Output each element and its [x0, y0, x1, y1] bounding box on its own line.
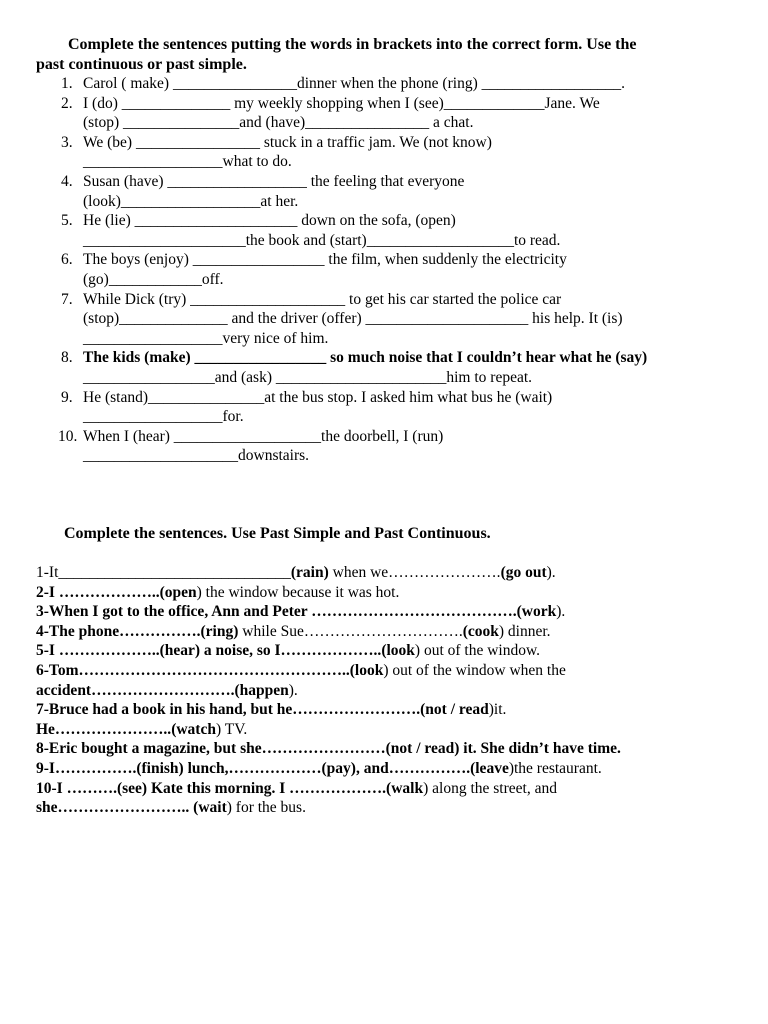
text-segment: 1-It______________________________	[36, 564, 291, 581]
exercise-line: _____________________the book and (start)___________________to read.	[83, 231, 561, 249]
bold-segment: (hear)	[159, 642, 201, 660]
bold-segment: (look	[381, 642, 415, 660]
exercise-line	[36, 661, 566, 681]
bold-segment: (wait	[193, 799, 227, 817]
section2-heading: Complete the sentences. Use Past Simple and Past Continuous.	[64, 525, 491, 542]
exercise-line: I (do) ______________ my weekly shopping when I (see)_____________Jane. We	[83, 94, 600, 112]
exercise-line: __________________for.	[83, 408, 244, 426]
item-number: 8.	[61, 349, 73, 367]
text-segment: ) for the bus.	[226, 799, 306, 817]
exercise-line: (stop) _______________and (have)________________ a chat.	[83, 114, 474, 132]
exercise-line: While Dick (try) ____________________ to get his car started the police car	[83, 290, 562, 308]
bold-segment: (rain)	[290, 564, 329, 581]
exercise-line: __________________what to do.	[83, 153, 292, 171]
bold-segment: 3-When I got to the office, Ann and Peter ………………………………….	[36, 603, 517, 621]
bold-segment: (see)	[116, 779, 148, 797]
bold-segment: 4-The phone…………….	[36, 622, 201, 640]
bold-segment: (open	[159, 583, 197, 601]
item-number: 6.	[61, 251, 73, 269]
exercise-line	[36, 779, 557, 799]
exercise-line: He (stand)_______________at the bus stop. I asked him what bus he (wait)	[83, 388, 553, 406]
text-segment: ) dinner.	[498, 622, 551, 640]
exercise-line: (stop)______________ and the driver (offer) _____________________ his help. It (is)	[83, 310, 623, 328]
bold-segment: (cook	[462, 622, 499, 640]
text-segment: ).	[546, 564, 556, 581]
item-number: 9.	[61, 388, 73, 406]
bold-segment: 10-I ……….	[36, 779, 117, 797]
text-segment: while Sue………………………….	[238, 622, 463, 640]
exercise-line: The boys (enjoy) _________________ the film, when suddenly the electricity	[83, 251, 567, 269]
item-number: 5.	[61, 212, 73, 230]
bold-segment: 7-Bruce had a book in his hand, but he…………………….	[36, 701, 421, 719]
bold-segment: a noise, so I………………..	[200, 642, 382, 660]
exercise-line	[36, 622, 551, 642]
exercise-line	[36, 739, 621, 759]
exercise-line	[36, 720, 247, 740]
bold-segment: accident……………………….	[36, 681, 235, 699]
bold-segment: (leave	[470, 760, 509, 777]
exercise-line	[36, 700, 506, 720]
exercise-line	[36, 602, 565, 622]
text-segment: ) out of the window when the	[383, 662, 566, 679]
text-segment: ).	[556, 603, 566, 621]
exercise-line: (go)____________off.	[83, 271, 224, 288]
text-segment: ).	[288, 681, 298, 699]
text-segment: )the restaurant.	[508, 760, 602, 777]
bold-segment: , and…………….	[355, 760, 471, 777]
bold-segment: (finish)	[136, 760, 184, 777]
bold-segment: (walk	[386, 779, 424, 797]
section1-heading-line1: Complete the sentences putting the words in brackets into the correct form. Use the	[68, 36, 637, 53]
text-segment: ) out of the window.	[414, 642, 541, 660]
text-segment: )it.	[488, 701, 507, 719]
bold-segment: 9-I…………….	[36, 760, 137, 777]
exercise-line: He (lie) _____________________ down on the sofa, (open)	[83, 212, 456, 230]
bold-segment: (pay)	[321, 760, 356, 777]
bold-segment: 8-Eric bought a magazine, but she……………………	[36, 740, 386, 758]
item-number: 1.	[61, 75, 73, 92]
bold-segment: Kate this morning. I ……………….	[147, 779, 387, 797]
bold-segment: it. She didn’t have time.	[459, 740, 621, 758]
bold-segment: 5-I ………………..	[36, 642, 160, 660]
bold-segment: (not / read)	[385, 740, 460, 758]
bold-segment: 2-I ………………..	[36, 583, 160, 601]
exercise-line: ____________________downstairs.	[83, 447, 310, 465]
exercise-line: __________________very nice of him.	[83, 329, 329, 347]
bold-segment: (ring)	[200, 622, 239, 640]
bold-segment: she……………………..	[36, 799, 194, 817]
exercise-line	[36, 583, 399, 603]
exercise-line	[36, 759, 602, 779]
exercise-line	[36, 563, 556, 583]
bold-segment: 6-Tom……………………………………………..	[36, 662, 350, 679]
bold-segment: (work	[516, 603, 557, 621]
text-segment: ) along the street, and	[423, 779, 557, 797]
exercise-line: When I (hear) ___________________the doorbell, I (run)	[83, 427, 444, 445]
exercise-line: (look)__________________at her.	[83, 192, 299, 210]
exercise-line	[36, 681, 298, 701]
exercise-line: _________________and (ask) ______________________him to repeat.	[83, 369, 533, 386]
bold-segment: He…………………..	[36, 720, 172, 738]
bold-segment: (happen	[234, 681, 289, 699]
bold-segment: lunch,………………	[183, 760, 322, 777]
exercise-line: We (be) ________________ stuck in a traffic jam. We (not know)	[83, 133, 492, 151]
text-segment: ) the window because it was hot.	[196, 583, 400, 601]
text-segment: ) TV.	[215, 720, 248, 738]
item-number: 4.	[61, 173, 73, 190]
bold-segment: (watch	[171, 720, 216, 738]
bold-segment: (look	[349, 662, 384, 679]
exercise-line: The kids (make) _________________ so much noise that I couldn’t hear what he (say)	[83, 349, 648, 367]
item-number: 7.	[61, 290, 73, 308]
exercise-line: Susan (have) __________________ the feeling that everyone	[83, 173, 465, 190]
exercise-line	[36, 798, 306, 818]
item-number: 10.	[58, 427, 78, 445]
bold-segment: (go out	[500, 564, 547, 581]
section1-heading-line2: past continuous or past simple.	[36, 56, 247, 73]
exercise-line	[36, 641, 540, 661]
text-segment: when we………………….	[328, 564, 501, 581]
bold-segment: (not / read	[420, 701, 489, 719]
item-number: 3.	[61, 133, 73, 151]
item-number: 2.	[61, 94, 73, 112]
exercise-line: Carol ( make) ________________dinner when the phone (ring) __________________.	[83, 75, 625, 92]
